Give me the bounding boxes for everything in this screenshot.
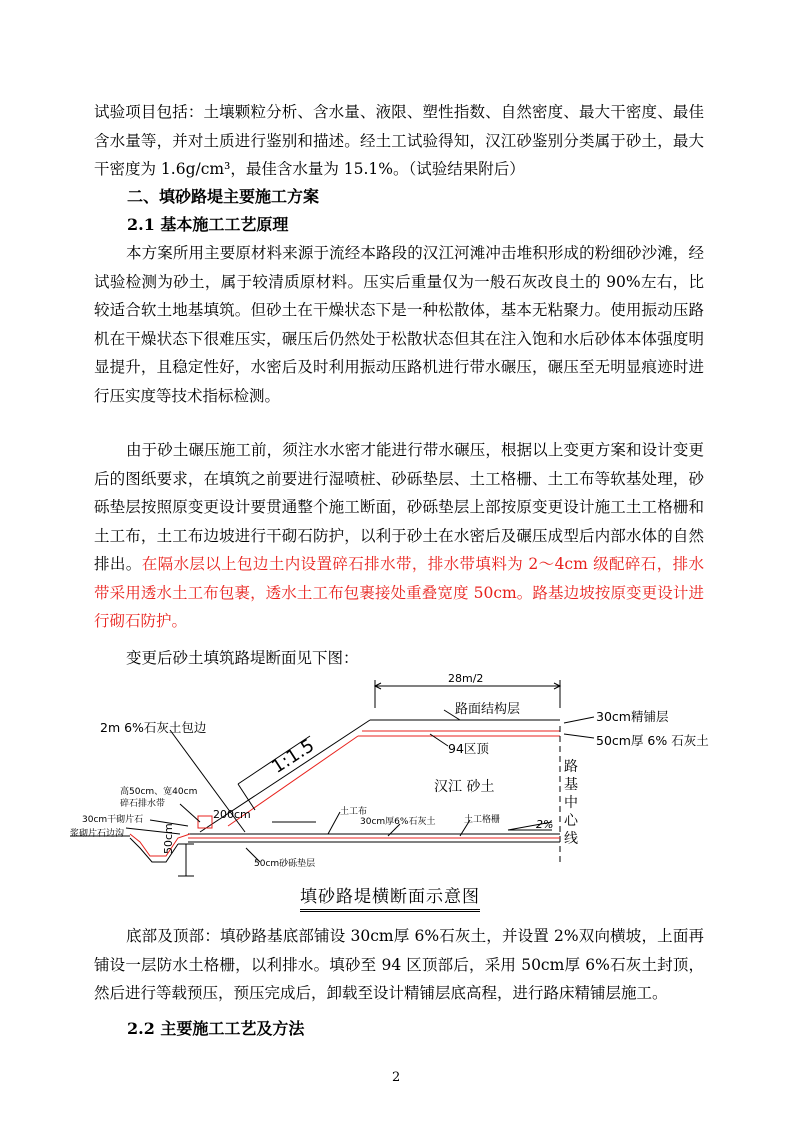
label-depth-50: 50cm bbox=[162, 823, 175, 854]
label-width-200: 200cm bbox=[213, 808, 251, 821]
label-dry-stone: 30cm干砌片石 bbox=[82, 815, 144, 825]
label-pavement: 路面结构层 bbox=[455, 702, 521, 717]
label-zone94: 94区顶 bbox=[448, 741, 489, 756]
figure-caption bbox=[300, 882, 480, 912]
label-lime-bottom: 30cm厚6%石灰土 bbox=[360, 817, 436, 827]
label-lime-top: 50cm厚 6% 石灰土 bbox=[596, 733, 709, 748]
label-geogrid: 土工格栅 bbox=[464, 815, 501, 825]
label-drain-size: 高50cm、宽40cm bbox=[120, 787, 198, 797]
label-slope-percent: 2% bbox=[536, 818, 554, 831]
subsection-heading-2-1: 2.1 基本施工工艺原理 bbox=[127, 215, 289, 234]
side-ditch bbox=[130, 834, 190, 856]
paragraph-figure-intro: 变更后砂土填筑路堤断面见下图： bbox=[126, 649, 359, 667]
label-slope-ratio: 1:1.5 bbox=[268, 735, 319, 778]
subsection-heading-2-2: 2.2 主要施工工艺及方法 bbox=[127, 1019, 305, 1038]
label-fine-layer: 30cm精铺层 bbox=[596, 709, 669, 724]
paragraph-principle: 本方案所用主要原材料来源于流经本路段的汉江河滩冲击堆积形成的粉细砂沙滩，经试验检测为砂土，属于较清质原材料。压实后重量仅为一般石灰改良土的 90%左右，比较适合软土地基填筑。但砂土在干燥状态下是一种松散体，基本无粘聚力。使用振动压路机在干燥状态下很难压实，碾压后仍然处于松散状态但其在注入饱和水后砂体本体强度明显提升，且稳定性好，水密后及时利用振动压路机进行带水碾压，碾压至无明显痕迹时进行压实度等技术指标检测。 bbox=[94, 244, 704, 405]
label-gravel-cushion: 50cm砂砾垫层 bbox=[254, 859, 316, 869]
paragraph-test-items: 试验项目包括：土壤颗粒分析、含水量、液限、塑性指数、自然密度、最大干密度、最佳含水量等，并对土质进行鉴别和描述。经土工试验得知，汉江砂鉴别分类属于砂土，最大干密度为 1.6g/cm³，最佳含水量为 15.1%。（试验结果附后） bbox=[94, 103, 704, 178]
figure-caption-text: 填砂路堤横断面示意图 bbox=[300, 887, 480, 907]
label-mortar-ditch: 浆砌片石边沟 bbox=[70, 829, 125, 839]
label-sand: 汉江 砂土 bbox=[434, 779, 495, 795]
label-dimension-top: 28m/2 bbox=[448, 672, 484, 685]
paragraph-drainage-red: 在隔水层以上包边土内设置碎石排水带，排水带填料为 2～4cm 级配碎石，排水带采用透水土工布包裹，透水土工布包裹接处重叠宽度 50cm。路基边坡按原变更设计进行砌石防护。 bbox=[94, 555, 704, 630]
label-drain-band: 碎石排水带 bbox=[120, 799, 166, 809]
paragraph-bottom-top: 底部及顶部：填砂路基底部铺设 30cm厚 6%石灰土，并设置 2%双向横坡，上面再铺设一层防水土格栅，以利排水。填砂至 94 区顶部后，采用 50cm厚 6%石灰土封顶，然后进行等载预压，预压完成后，卸载至设计精铺层底高程，进行路床精铺层施工。 bbox=[94, 927, 704, 1002]
label-geotextile: 土工布 bbox=[340, 807, 368, 817]
cross-section-figure bbox=[70, 672, 724, 916]
paragraph-construction-text: 由于砂土碾压施工前，须注水水密才能进行带水碾压，根据以上变更方案和设计变更后的图纸要求，在填筑之前要进行湿喷桩、砂砾垫层、土工格栅、土工布等软基处理，砂砾垫层按照原变更设计要贯通整个施工断面，砂砾垫层上部按原变更设计施工土工格栅和土工布，土工布边坡进行干砌石防护，以利于砂土在水密后及碾压成型后内部水体的自然排出。 bbox=[94, 441, 704, 573]
label-centerline: 路基中心线 bbox=[564, 759, 578, 847]
paragraph-construction bbox=[94, 436, 704, 636]
gravel-drain-band bbox=[198, 816, 212, 828]
section-heading-2: 二、填砂路堤主要施工方案 bbox=[127, 187, 320, 206]
page-number: 2 bbox=[392, 1070, 401, 1085]
label-wrap-soil: 2m 6%石灰土包边 bbox=[100, 720, 207, 735]
